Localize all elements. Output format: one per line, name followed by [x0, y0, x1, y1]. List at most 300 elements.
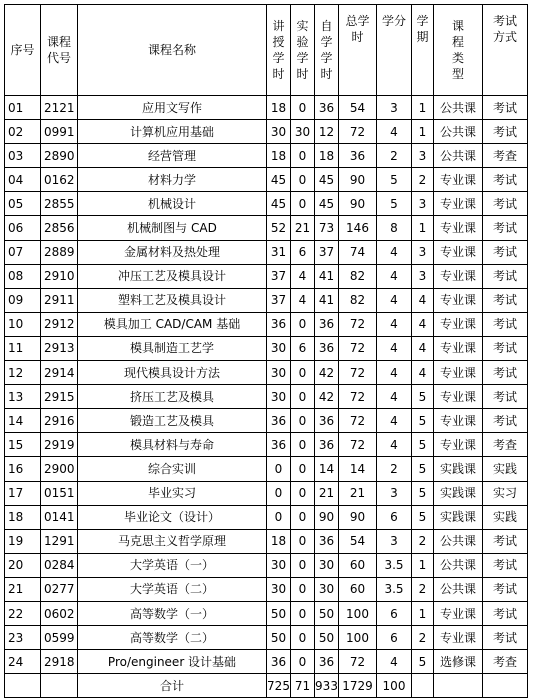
cell-lecture: 36 [267, 433, 291, 457]
totals-total: 1729 [339, 674, 377, 698]
cell-type: 公共课 [434, 529, 483, 553]
cell-total: 72 [339, 385, 377, 409]
table-row [5, 96, 528, 120]
cell-name: 大学英语（二） [78, 577, 267, 601]
cell-exam: 考试 [483, 529, 528, 553]
cell-credit: 4 [377, 312, 412, 336]
header-code: 课程代号 [41, 5, 78, 96]
cell-total: 54 [339, 529, 377, 553]
cell-lab: 0 [291, 312, 315, 336]
cell-lab: 0 [291, 481, 315, 505]
cell-total: 90 [339, 168, 377, 192]
cell-exam: 考试 [483, 120, 528, 144]
cell-code: 0151 [41, 481, 78, 505]
header-seq: 序号 [5, 5, 41, 96]
cell-exam: 考试 [483, 626, 528, 650]
cell-seq: 21 [5, 577, 41, 601]
cell-total: 74 [339, 240, 377, 264]
table-row [5, 168, 528, 192]
cell-name: 计算机应用基础 [78, 120, 267, 144]
cell-seq: 24 [5, 650, 41, 674]
cell-exam: 考试 [483, 192, 528, 216]
cell-term: 5 [412, 433, 434, 457]
cell-credit: 4 [377, 240, 412, 264]
table-row [5, 336, 528, 360]
cell-total: 72 [339, 312, 377, 336]
cell-name: 材料力学 [78, 168, 267, 192]
cell-type: 专业课 [434, 433, 483, 457]
cell-name: 模具制造工艺学 [78, 336, 267, 360]
cell-exam: 考试 [483, 553, 528, 577]
cell-exam: 考试 [483, 409, 528, 433]
cell-type: 专业课 [434, 312, 483, 336]
cell-type: 专业课 [434, 264, 483, 288]
cell-exam: 考试 [483, 385, 528, 409]
cell-term: 3 [412, 264, 434, 288]
cell-lecture: 18 [267, 144, 291, 168]
cell-name: 应用文写作 [78, 96, 267, 120]
table-row [5, 264, 528, 288]
cell-credit: 6 [377, 626, 412, 650]
cell-seq: 11 [5, 336, 41, 360]
totals-type [434, 674, 483, 698]
cell-self: 90 [315, 505, 339, 529]
cell-seq: 20 [5, 553, 41, 577]
cell-total: 82 [339, 288, 377, 312]
table-row [5, 385, 528, 409]
cell-credit: 4 [377, 650, 412, 674]
cell-type: 专业课 [434, 409, 483, 433]
totals-code [41, 674, 78, 698]
cell-self: 45 [315, 192, 339, 216]
cell-name: Pro/engineer 设计基础 [78, 650, 267, 674]
cell-lab: 6 [291, 240, 315, 264]
cell-type: 公共课 [434, 96, 483, 120]
table-row [5, 505, 528, 529]
cell-name: 模具加工 CAD/CAM 基础 [78, 312, 267, 336]
cell-name: 高等数学（一） [78, 601, 267, 625]
cell-code: 2918 [41, 650, 78, 674]
cell-term: 2 [412, 529, 434, 553]
cell-type: 专业课 [434, 385, 483, 409]
cell-lab: 0 [291, 529, 315, 553]
cell-total: 100 [339, 626, 377, 650]
cell-lecture: 18 [267, 96, 291, 120]
cell-code: 2121 [41, 96, 78, 120]
cell-total: 72 [339, 336, 377, 360]
cell-code: 2855 [41, 192, 78, 216]
totals-row [5, 674, 528, 698]
cell-term: 2 [412, 577, 434, 601]
cell-self: 50 [315, 626, 339, 650]
cell-credit: 3 [377, 529, 412, 553]
header-lecture: 讲授学时 [267, 5, 291, 96]
cell-self: 37 [315, 240, 339, 264]
header-credit: 学分 [377, 5, 412, 96]
cell-lecture: 30 [267, 361, 291, 385]
cell-code: 2916 [41, 409, 78, 433]
cell-lecture: 50 [267, 626, 291, 650]
table-row [5, 577, 528, 601]
cell-term: 4 [412, 288, 434, 312]
cell-exam: 考试 [483, 240, 528, 264]
cell-lab: 0 [291, 168, 315, 192]
cell-name: 大学英语（一） [78, 553, 267, 577]
cell-seq: 23 [5, 626, 41, 650]
cell-type: 公共课 [434, 577, 483, 601]
cell-term: 5 [412, 505, 434, 529]
cell-total: 72 [339, 361, 377, 385]
header-total: 总学时 [339, 5, 377, 96]
cell-credit: 3.5 [377, 553, 412, 577]
cell-self: 41 [315, 264, 339, 288]
cell-type: 专业课 [434, 601, 483, 625]
cell-total: 90 [339, 505, 377, 529]
cell-lab: 0 [291, 361, 315, 385]
cell-seq: 15 [5, 433, 41, 457]
cell-lecture: 30 [267, 120, 291, 144]
cell-term: 4 [412, 336, 434, 360]
cell-total: 14 [339, 457, 377, 481]
cell-seq: 01 [5, 96, 41, 120]
cell-self: 14 [315, 457, 339, 481]
totals-seq [5, 674, 41, 698]
cell-total: 60 [339, 553, 377, 577]
cell-lecture: 45 [267, 168, 291, 192]
cell-code: 0599 [41, 626, 78, 650]
cell-lecture: 0 [267, 457, 291, 481]
cell-seq: 14 [5, 409, 41, 433]
cell-seq: 04 [5, 168, 41, 192]
cell-term: 2 [412, 626, 434, 650]
cell-code: 2919 [41, 433, 78, 457]
cell-type: 实践课 [434, 457, 483, 481]
cell-self: 42 [315, 385, 339, 409]
cell-type: 实践课 [434, 505, 483, 529]
totals-exam [483, 674, 528, 698]
cell-lecture: 0 [267, 481, 291, 505]
cell-total: 90 [339, 192, 377, 216]
cell-type: 专业课 [434, 288, 483, 312]
cell-exam: 考查 [483, 433, 528, 457]
cell-code: 0991 [41, 120, 78, 144]
cell-name: 马克思主义哲学原理 [78, 529, 267, 553]
cell-lecture: 36 [267, 312, 291, 336]
cell-lab: 0 [291, 96, 315, 120]
cell-type: 专业课 [434, 336, 483, 360]
table-row [5, 481, 528, 505]
cell-self: 41 [315, 288, 339, 312]
cell-lecture: 0 [267, 505, 291, 529]
cell-code: 2900 [41, 457, 78, 481]
cell-credit: 4 [377, 385, 412, 409]
cell-credit: 4 [377, 264, 412, 288]
cell-term: 3 [412, 144, 434, 168]
cell-seq: 03 [5, 144, 41, 168]
table-row [5, 433, 528, 457]
cell-lecture: 37 [267, 288, 291, 312]
cell-lecture: 18 [267, 529, 291, 553]
cell-credit: 4 [377, 288, 412, 312]
course-table [4, 4, 528, 698]
cell-term: 5 [412, 457, 434, 481]
header-row [5, 5, 528, 96]
table-row [5, 120, 528, 144]
table-row [5, 288, 528, 312]
cell-self: 36 [315, 409, 339, 433]
table-row [5, 457, 528, 481]
cell-credit: 3 [377, 481, 412, 505]
cell-name: 冲压工艺及模具设计 [78, 264, 267, 288]
cell-total: 72 [339, 433, 377, 457]
cell-code: 0602 [41, 601, 78, 625]
cell-term: 5 [412, 409, 434, 433]
totals-label: 合计 [78, 674, 267, 698]
cell-lab: 30 [291, 120, 315, 144]
cell-credit: 5 [377, 168, 412, 192]
cell-type: 公共课 [434, 144, 483, 168]
cell-lab: 0 [291, 505, 315, 529]
cell-name: 机械设计 [78, 192, 267, 216]
cell-code: 2912 [41, 312, 78, 336]
cell-type: 专业课 [434, 626, 483, 650]
cell-term: 1 [412, 216, 434, 240]
cell-type: 专业课 [434, 361, 483, 385]
table-row [5, 601, 528, 625]
cell-total: 146 [339, 216, 377, 240]
cell-total: 72 [339, 650, 377, 674]
cell-code: 2913 [41, 336, 78, 360]
cell-exam: 考试 [483, 336, 528, 360]
cell-code: 0141 [41, 505, 78, 529]
cell-lecture: 36 [267, 409, 291, 433]
cell-lecture: 30 [267, 385, 291, 409]
cell-lecture: 37 [267, 264, 291, 288]
cell-code: 0162 [41, 168, 78, 192]
cell-lab: 0 [291, 385, 315, 409]
cell-total: 21 [339, 481, 377, 505]
totals-self: 933 [315, 674, 339, 698]
cell-exam: 考试 [483, 288, 528, 312]
cell-seq: 02 [5, 120, 41, 144]
cell-term: 1 [412, 96, 434, 120]
table-row [5, 626, 528, 650]
cell-lab: 0 [291, 192, 315, 216]
course-table-container [4, 4, 528, 698]
cell-exam: 实践 [483, 505, 528, 529]
cell-type: 专业课 [434, 240, 483, 264]
cell-term: 1 [412, 120, 434, 144]
header-self: 自学学时 [315, 5, 339, 96]
cell-self: 36 [315, 650, 339, 674]
cell-credit: 2 [377, 144, 412, 168]
cell-seq: 05 [5, 192, 41, 216]
cell-lab: 0 [291, 457, 315, 481]
header-type: 课程类型 [434, 5, 483, 96]
cell-name: 挤压工艺及模具 [78, 385, 267, 409]
cell-exam: 考查 [483, 144, 528, 168]
cell-total: 82 [339, 264, 377, 288]
cell-lab: 0 [291, 626, 315, 650]
cell-term: 3 [412, 240, 434, 264]
cell-lecture: 30 [267, 336, 291, 360]
cell-exam: 考试 [483, 168, 528, 192]
table-row [5, 650, 528, 674]
cell-code: 2889 [41, 240, 78, 264]
cell-lab: 4 [291, 288, 315, 312]
table-row [5, 192, 528, 216]
cell-credit: 6 [377, 601, 412, 625]
table-row [5, 409, 528, 433]
cell-seq: 17 [5, 481, 41, 505]
cell-lecture: 36 [267, 650, 291, 674]
cell-code: 2890 [41, 144, 78, 168]
cell-exam: 考试 [483, 96, 528, 120]
table-row [5, 240, 528, 264]
cell-credit: 6 [377, 505, 412, 529]
table-row [5, 216, 528, 240]
cell-lab: 0 [291, 433, 315, 457]
cell-lab: 0 [291, 553, 315, 577]
cell-name: 机械制图与 CAD [78, 216, 267, 240]
cell-total: 72 [339, 120, 377, 144]
cell-lab: 0 [291, 650, 315, 674]
cell-code: 2910 [41, 264, 78, 288]
header-term: 学期 [412, 5, 434, 96]
table-row [5, 312, 528, 336]
cell-seq: 16 [5, 457, 41, 481]
header-name: 课程名称 [78, 5, 267, 96]
cell-self: 36 [315, 433, 339, 457]
cell-name: 塑料工艺及模具设计 [78, 288, 267, 312]
cell-name: 经营管理 [78, 144, 267, 168]
cell-total: 60 [339, 577, 377, 601]
cell-exam: 实践 [483, 457, 528, 481]
cell-code: 1291 [41, 529, 78, 553]
cell-term: 4 [412, 312, 434, 336]
header-lab: 实验学时 [291, 5, 315, 96]
cell-name: 毕业实习 [78, 481, 267, 505]
cell-lab: 4 [291, 264, 315, 288]
cell-credit: 5 [377, 192, 412, 216]
cell-total: 36 [339, 144, 377, 168]
cell-term: 1 [412, 601, 434, 625]
cell-self: 36 [315, 529, 339, 553]
cell-lab: 21 [291, 216, 315, 240]
cell-self: 50 [315, 601, 339, 625]
cell-term: 1 [412, 553, 434, 577]
cell-seq: 18 [5, 505, 41, 529]
cell-term: 5 [412, 481, 434, 505]
cell-lecture: 52 [267, 216, 291, 240]
cell-total: 72 [339, 409, 377, 433]
cell-credit: 2 [377, 457, 412, 481]
cell-credit: 8 [377, 216, 412, 240]
table-row [5, 553, 528, 577]
cell-self: 18 [315, 144, 339, 168]
cell-lab: 0 [291, 577, 315, 601]
cell-self: 21 [315, 481, 339, 505]
cell-type: 公共课 [434, 120, 483, 144]
cell-self: 30 [315, 577, 339, 601]
table-row [5, 144, 528, 168]
cell-credit: 4 [377, 433, 412, 457]
cell-lecture: 31 [267, 240, 291, 264]
course-rows [5, 96, 528, 674]
cell-credit: 3.5 [377, 577, 412, 601]
cell-self: 30 [315, 553, 339, 577]
cell-name: 金属材料及热处理 [78, 240, 267, 264]
cell-seq: 13 [5, 385, 41, 409]
cell-seq: 12 [5, 361, 41, 385]
cell-term: 5 [412, 650, 434, 674]
cell-name: 模具材料与寿命 [78, 433, 267, 457]
totals-credit: 100 [377, 674, 412, 698]
cell-total: 54 [339, 96, 377, 120]
cell-credit: 4 [377, 409, 412, 433]
cell-type: 选修课 [434, 650, 483, 674]
cell-type: 专业课 [434, 216, 483, 240]
totals-lecture: 725 [267, 674, 291, 698]
cell-code: 0284 [41, 553, 78, 577]
cell-lecture: 45 [267, 192, 291, 216]
cell-credit: 3 [377, 96, 412, 120]
cell-credit: 4 [377, 361, 412, 385]
cell-exam: 考试 [483, 361, 528, 385]
cell-self: 36 [315, 96, 339, 120]
cell-type: 专业课 [434, 192, 483, 216]
cell-exam: 考试 [483, 216, 528, 240]
cell-lecture: 30 [267, 553, 291, 577]
cell-credit: 4 [377, 120, 412, 144]
cell-code: 2915 [41, 385, 78, 409]
cell-name: 锻造工艺及模具 [78, 409, 267, 433]
cell-lab: 0 [291, 144, 315, 168]
cell-lab: 0 [291, 409, 315, 433]
cell-lecture: 30 [267, 577, 291, 601]
cell-name: 高等数学（二） [78, 626, 267, 650]
cell-self: 12 [315, 120, 339, 144]
cell-name: 现代模具设计方法 [78, 361, 267, 385]
cell-credit: 4 [377, 336, 412, 360]
cell-type: 专业课 [434, 168, 483, 192]
cell-seq: 08 [5, 264, 41, 288]
cell-seq: 10 [5, 312, 41, 336]
cell-seq: 19 [5, 529, 41, 553]
cell-term: 3 [412, 192, 434, 216]
header-exam: 考试方式 [483, 5, 528, 96]
cell-exam: 考查 [483, 650, 528, 674]
cell-type: 实践课 [434, 481, 483, 505]
cell-seq: 22 [5, 601, 41, 625]
cell-self: 42 [315, 361, 339, 385]
cell-exam: 考试 [483, 601, 528, 625]
cell-name: 毕业论文（设计） [78, 505, 267, 529]
cell-seq: 09 [5, 288, 41, 312]
cell-term: 5 [412, 385, 434, 409]
cell-code: 2856 [41, 216, 78, 240]
totals-term [412, 674, 434, 698]
cell-self: 36 [315, 336, 339, 360]
cell-exam: 考试 [483, 577, 528, 601]
cell-self: 73 [315, 216, 339, 240]
cell-self: 45 [315, 168, 339, 192]
cell-self: 36 [315, 312, 339, 336]
cell-exam: 实习 [483, 481, 528, 505]
cell-seq: 07 [5, 240, 41, 264]
cell-type: 公共课 [434, 553, 483, 577]
table-row [5, 361, 528, 385]
